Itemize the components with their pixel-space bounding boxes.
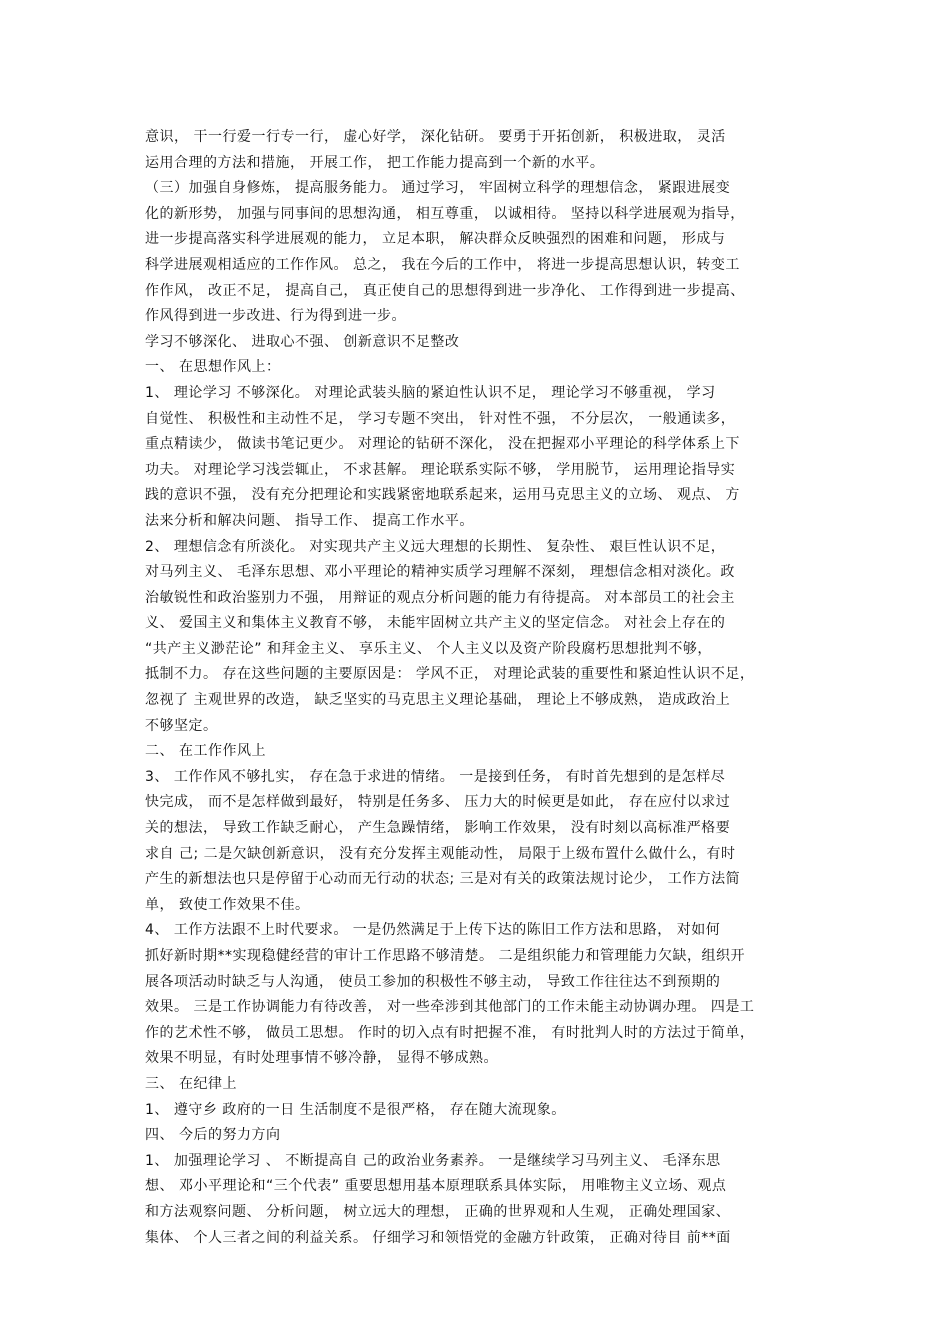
text-line-7: 作作风， 改正不足， 提高自己， 真正使自己的思想得到进一步净化、 工作得到进一步提高、 <box>145 282 745 299</box>
text-line-39: 1、 遵守乡 政府的一日 生活制度不是很严格， 存在随大流现象。 <box>145 1101 566 1118</box>
text-line-24: 不够坚定。 <box>145 717 218 734</box>
text-line-12: 自觉性、 积极性和主动性不足， 学习专题不突出， 针对性不强， 不分层次， 一般通读多， <box>145 410 736 427</box>
text-line-22: 抵制不力。 存在这些问题的主要原因是： 学风不正， 对理论武装的重要性和紧迫性认识不足， <box>145 666 755 683</box>
text-line-43: 和方法观察问题、 分析问题， 树立远大的理想， 正确的世界观和人生观， 正确处理国家、 <box>145 1203 731 1220</box>
text-line-2: 运用合理的方法和措施， 开展工作， 把工作能力提高到一个新的水平。 <box>145 154 605 171</box>
text-line-6: 科学进展观相适应的工作作风。 总之， 我在今后的工作中， 将进一步提高思想认识，转变工 <box>145 256 740 273</box>
text-line-33: 抓好新时期**实现稳健经营的审计工作思路不够清楚。 二是组织能力和管理能力欠缺，组织开 <box>145 948 745 964</box>
text-line-37: 效果不明显，有时处理事情不够冷静， 显得不够成熟。 <box>145 1050 498 1067</box>
text-line-4: 化的新形势， 加强与同事间的思想沟通， 相互尊重， 以诚相待。 坚持以科学进展观为指导， <box>145 205 745 222</box>
text-line-42: 想、 邓小平理论和“三个代表” 重要思想用基本原理联系具体实际， 用唯物主义立场、观点 <box>145 1178 727 1195</box>
text-line-16: 法来分析和解决问题、 指导工作、 提高工作水平。 <box>145 512 474 529</box>
text-line-21: “共产主义渺茫论” 和拜金主义、 享乐主义、 个人主义以及资产阶段腐朽思想批判不够， <box>145 640 712 657</box>
text-line-23: 忽视了 主观世界的改造， 缺乏坚实的马克思主义理论基础， 理论上不够成熟， 造成政治上 <box>145 692 731 709</box>
text-line-20: 义、 爱国主义和集体主义教育不够， 未能牢固树立共产主义的坚定信念。 对社会上存在的 <box>145 615 726 632</box>
text-line-25: 二、 在工作作风上 <box>145 743 266 760</box>
text-line-9: 学习不够深化、 进取心不强、 创新意识不足整改 <box>145 333 460 350</box>
text-line-14: 功夫。 对理论学习浅尝辄止， 不求甚解。 理论联系实际不够， 学用脱节， 运用理论指导实 <box>145 461 736 478</box>
text-line-5: 进一步提高落实科学进展观的能力， 立足本职， 解决群众反映强烈的困难和问题， 形成与 <box>145 231 726 248</box>
text-line-35: 效果。 三是工作协调能力有待改善， 对一些牵涉到其他部门的工作未能主动协调办理。 四是工 <box>145 999 755 1016</box>
text-line-19: 治敏锐性和政治鉴别力不强， 用辩证的观点分析问题的能力有待提高。 对本部员工的社会主 <box>145 589 735 606</box>
text-line-44: 集体、 个人三者之间的利益关系。 仔细学习和领悟党的金融方针政策， 正确对待目 前**面 <box>145 1229 731 1246</box>
text-line-3: （三）加强自身修炼， 提高服务能力。 通过学习， 牢固树立科学的理想信念， 紧跟进展变 <box>145 180 731 197</box>
text-line-11: 1、 理论学习 不够深化。 对理论武装头脑的紧迫性认识不足， 理论学习不够重视， 学习 <box>145 384 716 401</box>
text-line-8: 作风得到进一步改进、行为得到进一步。 <box>145 308 406 325</box>
text-line-13: 重点精读少， 做读书笔记更少。 对理论的钻研不深化， 没在把握邓小平理论的科学体系上下 <box>145 436 740 453</box>
text-line-32: 4、 工作方法跟不上时代要求。 一是仍然满足于上传下达的陈旧工作方法和思路， 对如何 <box>145 922 721 939</box>
text-line-34: 展各项活动时缺乏与人沟通， 使员工参加的积极性不够主动， 导致工作往往达不到预期的 <box>145 973 721 990</box>
text-line-1: 意识， 干一行爱一行专一行， 虚心好学， 深化钻研。 要勇于开拓创新， 积极进取， 灵活 <box>145 129 726 145</box>
text-line-27: 快完成， 而不是怎样做到最好， 特别是任务多、 压力大的时候更是如此， 存在应付以求过 <box>145 794 731 811</box>
text-line-36: 作的艺术性不够， 做员工思想。 作时的切入点有时把握不准， 有时批判人时的方法过于简单， <box>145 1024 755 1041</box>
document-body <box>145 125 813 1251</box>
text-line-10: 一、 在思想作风上： <box>145 359 281 376</box>
text-line-17: 2、 理想信念有所淡化。 对实现共产主义远大理想的长期性、 复杂性、 艰巨性认识不足， <box>145 538 726 555</box>
text-line-29: 求自 己; 二是欠缺创新意识， 没有充分发挥主观能动性， 局限于上级布置什么做什么，有时 <box>145 845 736 862</box>
text-line-30: 产生的新想法也只是停留于心动而无行动的状态; 三是对有关的政策法规讨论少， 工作方法简 <box>145 871 741 888</box>
text-line-26: 3、 工作作风不够扎实， 存在急于求进的情绪。 一是接到任务， 有时首先想到的是怎样尽 <box>145 768 726 785</box>
text-line-18: 对马列主义、 毛泽东思想、邓小平理论的精神实质学习理解不深刻， 理想信念相对淡化。政 <box>145 564 735 581</box>
text-line-15: 践的意识不强， 没有充分把理论和实践紧密地联系起来，运用马克思主义的立场、 观点、 方 <box>145 487 740 504</box>
text-line-40: 四、 今后的努力方向 <box>145 1127 281 1144</box>
text-line-41: 1、 加强理论学习 、 不断提高自 己的政治业务素养。 一是继续学习马列主义、 毛泽东思 <box>145 1152 721 1169</box>
text-line-28: 关的想法， 导致工作缺乏耐心， 产生急躁情绪， 影响工作效果， 没有时刻以高标准严格要 <box>145 820 731 837</box>
text-line-38: 三、 在纪律上 <box>145 1075 237 1092</box>
text-line-31: 单， 致使工作效果不佳。 <box>145 896 310 913</box>
